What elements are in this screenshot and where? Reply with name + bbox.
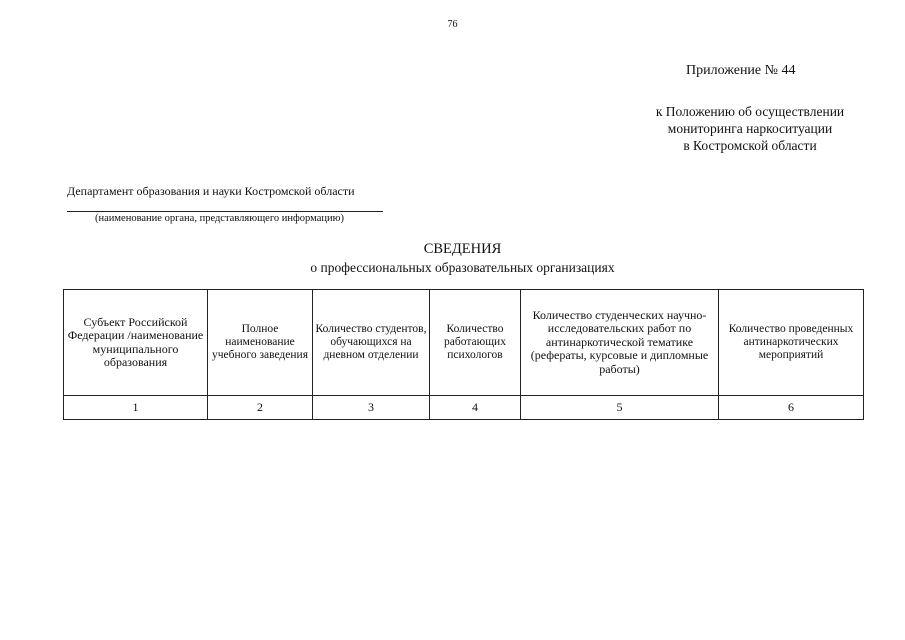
header-cell-subject: Субъект Российской Федерации /наименование муниципального образования bbox=[64, 290, 208, 396]
column-number: 2 bbox=[208, 396, 313, 420]
page-number: 76 bbox=[447, 19, 458, 30]
report-table bbox=[63, 289, 864, 420]
document-subtitle: о профессиональных образовательных организациях bbox=[310, 260, 615, 275]
column-number: 5 bbox=[521, 396, 719, 420]
reference-line: в Костромской области bbox=[683, 138, 817, 153]
column-number: 4 bbox=[430, 396, 521, 420]
header-cell-research-works: Количество студенческих научно-исследовательских работ по антинаркотической тематике (рефераты, курсовые и дипломные работы) bbox=[521, 290, 719, 396]
organization-name: Департамент образования и науки Костромской области bbox=[67, 184, 355, 198]
column-number: 3 bbox=[313, 396, 430, 420]
column-number: 6 bbox=[719, 396, 864, 420]
organization-caption: (наименование органа, представляющего информацию) bbox=[95, 213, 344, 224]
header-cell-institution-name: Полное наименование учебного заведения bbox=[208, 290, 313, 396]
organization-underline bbox=[67, 211, 383, 212]
reference-line: мониторинга наркоситуации bbox=[667, 121, 833, 136]
table-header-row bbox=[64, 290, 864, 396]
appendix-number: Приложение № 44 bbox=[686, 63, 796, 78]
header-cell-psychologist-count: Количество работающих психологов bbox=[430, 290, 521, 396]
column-number: 1 bbox=[64, 396, 208, 420]
table-number-row bbox=[64, 396, 864, 420]
header-cell-events-count: Количество проведенных антинаркотических мероприятий bbox=[719, 290, 864, 396]
reference-line: к Положению об осуществлении bbox=[655, 104, 845, 119]
appendix-reference bbox=[600, 103, 900, 154]
header-cell-student-count: Количество студентов, обучающихся на дневном отделении bbox=[313, 290, 430, 396]
document-title: СВЕДЕНИЯ bbox=[423, 241, 502, 257]
